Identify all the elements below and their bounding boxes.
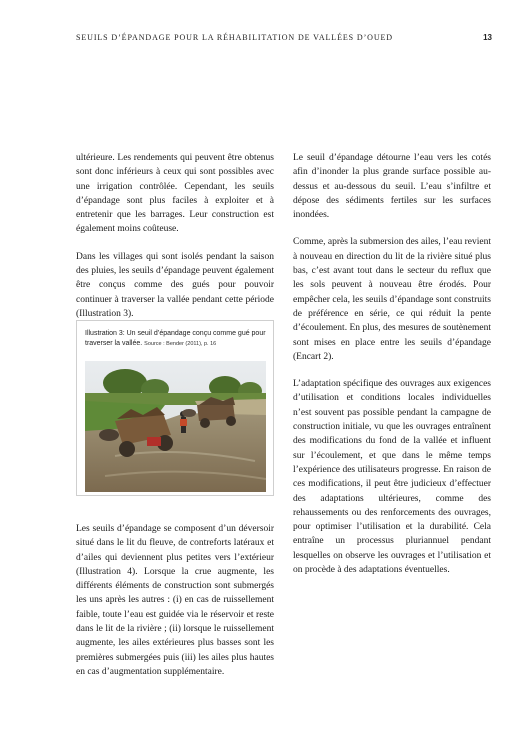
figure-source: Source : Bender (2011), p. 16 [144, 340, 217, 347]
ford-photo [85, 361, 266, 492]
right-paragraph-1: Le seuil d’épandage détourne l’eau vers les cotés afin d’inonder la plus grande surface possible au-dessus et au-dessous du seuil. L’eau s’infiltre et dépose des sédiments fertiles sur les surfaces inondées. [293, 153, 491, 221]
right-paragraph-3: L’adaptation spécifique des ouvrages aux exigences d’utilisation et conditions locales individuelles n’est souvent pas possible pendant la campagne de construction initiale, vu que les ouvrages entraînent des modifications du fond de la vallée et influent sur l’écoulement, et que dans le même temps l’expérience des utilisateurs progresse. En raison de ces modifications, il peut être judicieux d’effectuer des adaptations ultérieures, comme des rehaussements ou des renforcements des ouvrages, pour optimiser l’utilisation et la durabilité. Cela entraîne un processus pluriannuel pendant lesquelles on observe les ouvrages et l’utilisation et on procède à des adaptations éventuelles. [293, 379, 491, 576]
figure-caption-text: Illustration 3: Un seuil d’épandage conçu comme gué pour traverser la vallée. [85, 330, 266, 347]
figure-caption [85, 329, 267, 349]
left-paragraph-1: ultérieure. Les rendements qui peuvent être obtenus sont donc inférieurs à ceux qui sont possibles avec une irrigation contrôlée. Cependant, les seuils d’épandage sont plus faciles à exploiter et à entretenir que les barrages. Leur construction est également moins coûteuse. [76, 153, 274, 235]
running-header: SEUILS D’ÉPANDAGE POUR LA RÉHABILITATION DE VALLÉES D’OUED [76, 33, 393, 42]
left-paragraph-2: Dans les villages qui sont isolés pendant la saison des pluies, les seuils d’épandage peuvent également être conçus comme des gués pour pouvoir continuer à traverser la vallée pendant cette période (Illustration 3). [76, 251, 274, 319]
right-paragraph-2: Comme, après la submersion des ailes, l’eau revient à nouveau en direction du lit de la rivière situé plus bas, c’est avant tout dans le secteur du reflux que les sols peuvent à nouveau être érodés. Pour empêcher cela, les seuils d’épandage sont construits de préférence en série, ce qui réduit la pente d’écoulement. En plus, des mesures de soutènement sont mises en place entre les seuils d’épandage (Encart 2). [293, 237, 491, 362]
left-column-bottom [76, 522, 274, 692]
figure-illustration-3 [76, 320, 274, 496]
left-column-top [76, 151, 274, 334]
page-number: 13 [483, 33, 492, 42]
left-paragraph-3: Les seuils d’épandage se composent d’un déversoir situé dans le lit du fleuve, de contreforts latéraux et d’ailes qui deviennent plus petites vers l’extérieur (Illustration 4). Lorsque la crue augmente, les différents éléments de construction sont submergés les uns après les autres : (i) en cas de ruissellement faible, toute l’eau est guidée via le réservoir et reste dans le lit de la rivière ; (ii) lorsque le ruissellement augmente, les ailes extérieures plus basses sont les premières submergées puis (iii) les ailes plus hautes en cas d’augmentation supplémentaire. [76, 524, 274, 677]
right-column [293, 151, 491, 590]
